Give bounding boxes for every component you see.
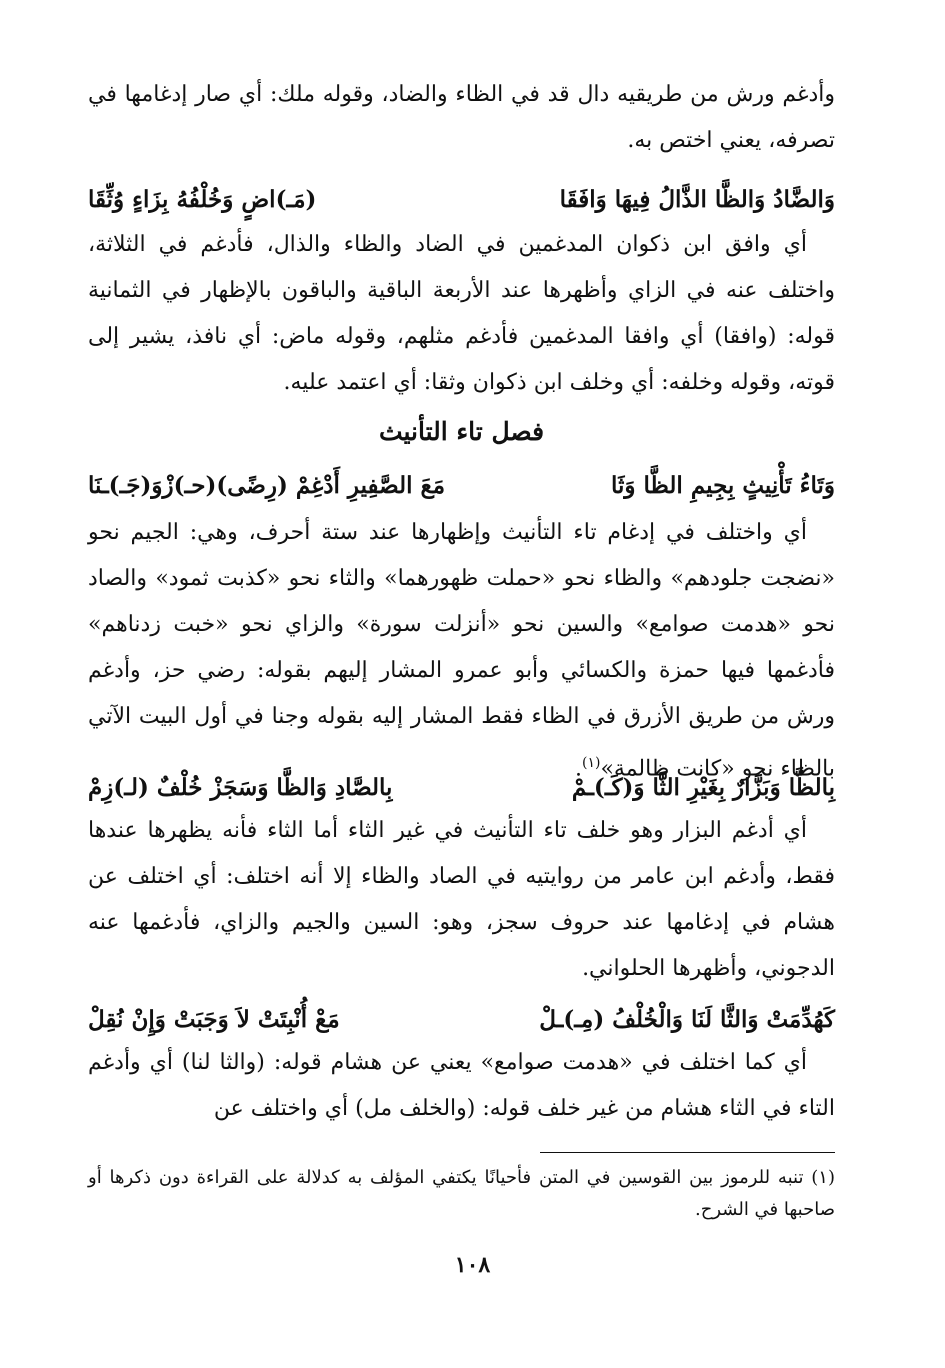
footnote-block [88,1162,835,1226]
verse-3-second-hemistich: بِالصَّادِ وَالظَّا وَسَجَزْ خُلْفٌ (لـ)زِمْ [88,774,393,801]
top-paragraph: وأدغم ورش من طريقيه دال قد في الظاء والضاد، وقوله ملك: أي صار إدغامها في تصرفه، يعني اختص به. [88,82,835,153]
footnote-separator [540,1152,835,1153]
paragraph-4: أي كما اختلف في «هدمت صوامع» يعني عن هشام قوله: (والثا لنا) أي وأدغم التاء في الثاء هشام من غير خلف قوله: (والخلف مل) أي واختلف عن [88,1050,835,1121]
paragraph-2-block [88,510,835,792]
footnote-reference-marker: (١) [581,755,601,771]
verse-1-first-hemistich: وَالضَّادُ وَالظَّا الذَّالُ فِيهَا وَافَقَا [559,186,835,213]
section-heading: فصل تاء التأنيث [378,417,545,446]
page-number: ١٠٨ [454,1252,491,1278]
paragraph-2 [88,510,835,792]
verse-1-second-hemistich: (مَـ)اضٍ وَخُلْفُهُ بِزَاءٍ وُثِّقَا [88,186,317,213]
verse-2-first-hemistich: وَتَاءُ تَأْنِيثٍ بِجِيمِ الظَّا وَثَا [611,472,835,499]
paragraph-3-block [88,808,835,992]
verse-4-first-hemistich: كَهُدِّمَتْ وَالثَّا لَنَا وَالْخُلْفُ (مِـ)ـلْ [539,1006,835,1033]
verse-3-first-hemistich: بِالظَّا وَبَزَّارٌ بِغَيْرِ الثَّا وَ(كَـ)ـمْ [571,774,835,801]
paragraph-1-block [88,222,835,406]
paragraph-4-block [88,1040,835,1132]
paragraph-2-text: أي واختلف في إدغام تاء التأنيث وإظهارها عند ستة أحرف، وهي: الجيم نحو «نضجت جلودهم» والظاء نحو «حملت ظهورهما» والثاء نحو «كذبت ثمود» والصاد نحو «هدمت صوامع» والسين نحو «أنزلت سورة» والزاي نحو «خبت زدناهم» فأدغمها فيها حمزة والكسائي وأبو عمرو المشار إليهم بقوله: رضي حز، وأدغم ورش من طريق الأزرق في الظاء فقط المشار إليه بقوله وجنا في أول البيت الآتي بالظاء نحو «كانت ظالمة» [88,520,835,782]
poem-verse-3 [88,768,835,808]
top-paragraph-block [88,72,835,164]
verse-4-second-hemistich: مَعْ أُنْبِتَتْ لاَ وَجَبَتْ وَإِنْ نُقِلْ [88,1006,340,1033]
poem-verse-4 [88,1000,835,1040]
poem-verse-1 [88,180,835,220]
verse-2-second-hemistich: مَعَ الصَّفِيرِ أَدْغِمْ (رِضًى)(حـ)زْوَ(جَـ)ـنَا [88,472,446,499]
paragraph-2-end: . [574,756,582,782]
paragraph-3: أي أدغم البزار وهو خلف تاء التأنيث في غير الثاء أما الثاء فأنه يظهرها عندها فقط، وأدغم ابن عامر من روايتيه في الصاد والظاء إلا أنه اختلف: أي اختلف عن هشام في إدغامها عند حروف سجز، وهو: السين والجيم والزاي، فأدغمها عنه الدجوني، وأظهرها الحلواني. [88,818,835,981]
footnote-text: (١) تنبه للرموز بين القوسين في المتن فأحيانًا يكتفي المؤلف به كدلالة على القراءة دون ذكرها أو صاحبها في الشرح. [88,1167,835,1220]
paragraph-1: أي وافق ابن ذكوان المدغمين في الضاد والظاء والذال، فأدغم في الثلاثة، واختلف عنه في الزاي وأظهرها عند الأربعة الباقية والباقون بالإظهار في الثمانية قوله: (وافقا) أي وافقا المدغمين فأدغم مثلهم، وقوله ماض: أي نافذ، يشير إلى قوته، وقوله وخلفه: أي وخلف ابن ذكوان وثقا: أي اعتمد عليه. [88,232,835,395]
poem-verse-2 [88,466,835,506]
